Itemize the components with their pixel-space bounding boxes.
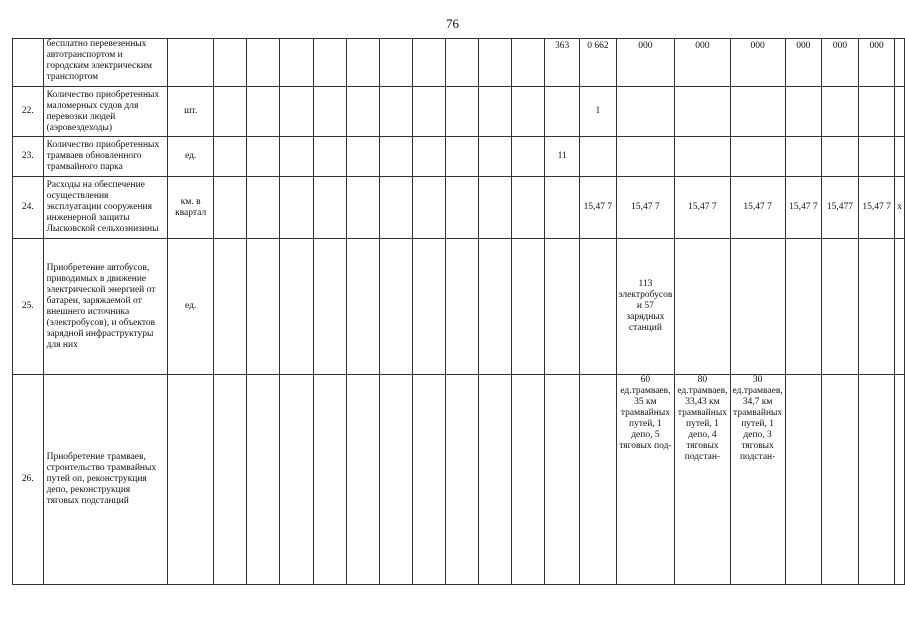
page-number: 76 — [446, 16, 459, 31]
unit-cell: шт. — [168, 87, 214, 137]
value-cell — [511, 177, 544, 239]
value-cell — [247, 137, 280, 177]
value-cell — [821, 87, 858, 137]
value-cell: 0 662 — [580, 39, 616, 87]
row-number: 24. — [13, 177, 44, 239]
table-row — [13, 39, 905, 87]
indicator-name: бесплатно перевезенных автотранспортом и городским электрическим транспортом — [43, 39, 167, 87]
value-cell — [280, 239, 313, 375]
value-cell — [445, 137, 478, 177]
unit-cell — [168, 375, 214, 585]
value-cell: 15,477 — [821, 177, 858, 239]
value-cell — [214, 375, 247, 585]
value-cell — [313, 39, 346, 87]
indicator-name: Расходы на обеспечение осуществления эксплуатации сооружения инженерной защиты Лысковской сельхознизины — [43, 177, 167, 239]
value-cell — [412, 375, 445, 585]
value-cell — [785, 137, 821, 177]
value-cell — [730, 137, 785, 177]
value-cell — [580, 375, 616, 585]
value-cell — [247, 375, 280, 585]
value-cell: 000 — [858, 39, 894, 87]
value-cell — [821, 375, 858, 585]
value-cell — [313, 239, 346, 375]
value-cell: 000 — [616, 39, 675, 87]
value-cell — [412, 39, 445, 87]
value-cell — [858, 239, 894, 375]
value-cell — [346, 39, 379, 87]
value-cell — [821, 239, 858, 375]
indicator-name: Количество приобретенных трамваев обновленного трамвайного парка — [43, 137, 167, 177]
value-cell: 15,47 7 — [730, 177, 785, 239]
value-cell — [445, 177, 478, 239]
value-cell — [412, 87, 445, 137]
value-cell — [379, 239, 412, 375]
value-cell — [545, 375, 580, 585]
value-cell — [247, 39, 280, 87]
value-cell: 15,47 7 — [675, 177, 730, 239]
indicator-table — [12, 38, 905, 585]
table-row — [13, 239, 905, 375]
value-cell — [412, 137, 445, 177]
indicator-name: Приобретение автобусов, приводимых в движение электрической энергией от батареи, заряжаемой от внешнего источника (электробусов), и объектов зарядной инфраструктуры для них — [43, 239, 167, 375]
value-cell — [895, 375, 905, 585]
value-cell — [214, 137, 247, 177]
value-cell: 80 ед.трамваев, 33,43 км трамвайных путей, 1 депо, 4 тяговых подстан- — [675, 375, 730, 585]
value-cell — [313, 177, 346, 239]
value-cell — [214, 39, 247, 87]
value-cell: 30 ед.трамваев, 34,7 км трамвайных путей, 1 депо, 3 тяговых подстан- — [730, 375, 785, 585]
value-cell — [478, 375, 511, 585]
value-cell — [511, 87, 544, 137]
value-cell: 60 ед.трамваев, 35 км трамвайных путей, 1 депо, 5 тяговых под- — [616, 375, 675, 585]
value-cell — [313, 137, 346, 177]
value-cell — [247, 87, 280, 137]
value-cell — [511, 137, 544, 177]
value-cell — [895, 137, 905, 177]
value-cell — [478, 137, 511, 177]
indicator-name: Приобретение трамваев, строительство трамвайных путей оп, реконструкция депо, реконструкция тяговых подстанций — [43, 375, 167, 585]
value-cell — [545, 87, 580, 137]
table-row — [13, 87, 905, 137]
value-cell — [412, 177, 445, 239]
value-cell: 000 — [675, 39, 730, 87]
value-cell — [580, 137, 616, 177]
value-cell — [478, 87, 511, 137]
row-number — [13, 39, 44, 87]
value-cell: 000 — [785, 39, 821, 87]
value-cell — [346, 177, 379, 239]
value-cell — [785, 375, 821, 585]
value-cell — [280, 137, 313, 177]
value-cell — [478, 177, 511, 239]
value-cell — [346, 87, 379, 137]
value-cell — [895, 87, 905, 137]
row-number: 22. — [13, 87, 44, 137]
value-cell — [313, 87, 346, 137]
value-cell: 1 — [580, 87, 616, 137]
value-cell — [675, 239, 730, 375]
value-cell — [895, 39, 905, 87]
value-cell: 15,47 7 — [785, 177, 821, 239]
value-cell — [445, 239, 478, 375]
value-cell — [346, 137, 379, 177]
value-cell: 113 электробусов и 57 зарядных станций — [616, 239, 675, 375]
value-cell — [214, 87, 247, 137]
value-cell — [445, 87, 478, 137]
value-cell — [858, 375, 894, 585]
row-number: 26. — [13, 375, 44, 585]
value-cell — [247, 239, 280, 375]
value-cell — [511, 239, 544, 375]
value-cell — [214, 239, 247, 375]
value-cell — [785, 87, 821, 137]
value-cell — [379, 87, 412, 137]
value-cell — [379, 375, 412, 585]
value-cell — [511, 39, 544, 87]
value-cell: 363 — [545, 39, 580, 87]
indicator-name: Количество приобретенных маломерных судов для перевозки людей (аэровездеходы) — [43, 87, 167, 137]
value-cell — [580, 239, 616, 375]
value-cell: 15,47 7 — [580, 177, 616, 239]
value-cell: 000 — [821, 39, 858, 87]
value-cell — [214, 177, 247, 239]
value-cell — [730, 87, 785, 137]
unit-cell: км. в квартал — [168, 177, 214, 239]
value-cell — [858, 87, 894, 137]
value-cell — [280, 87, 313, 137]
value-cell — [545, 239, 580, 375]
value-cell: 15,47 7 — [616, 177, 675, 239]
unit-cell: ед. — [168, 137, 214, 177]
value-cell — [478, 239, 511, 375]
value-cell — [545, 177, 580, 239]
value-cell — [313, 375, 346, 585]
value-cell: 000 — [730, 39, 785, 87]
value-cell — [280, 375, 313, 585]
value-cell — [280, 39, 313, 87]
value-cell — [511, 375, 544, 585]
value-cell — [785, 239, 821, 375]
value-cell — [247, 177, 280, 239]
value-cell — [346, 239, 379, 375]
value-cell — [616, 137, 675, 177]
value-cell — [280, 177, 313, 239]
value-cell — [379, 137, 412, 177]
value-cell — [730, 239, 785, 375]
row-number: 23. — [13, 137, 44, 177]
value-cell — [346, 375, 379, 585]
value-cell — [379, 39, 412, 87]
value-cell — [675, 137, 730, 177]
value-cell: х — [895, 177, 905, 239]
table-row — [13, 177, 905, 239]
value-cell — [379, 177, 412, 239]
row-number: 25. — [13, 239, 44, 375]
value-cell: 11 — [545, 137, 580, 177]
table-row — [13, 375, 905, 585]
unit-cell — [168, 39, 214, 87]
value-cell — [412, 239, 445, 375]
value-cell — [821, 137, 858, 177]
value-cell — [616, 87, 675, 137]
value-cell — [895, 239, 905, 375]
unit-cell: ед. — [168, 239, 214, 375]
value-cell — [445, 375, 478, 585]
value-cell — [675, 87, 730, 137]
table-row — [13, 137, 905, 177]
value-cell — [445, 39, 478, 87]
value-cell: 15,47 7 — [858, 177, 894, 239]
value-cell — [478, 39, 511, 87]
value-cell — [858, 137, 894, 177]
